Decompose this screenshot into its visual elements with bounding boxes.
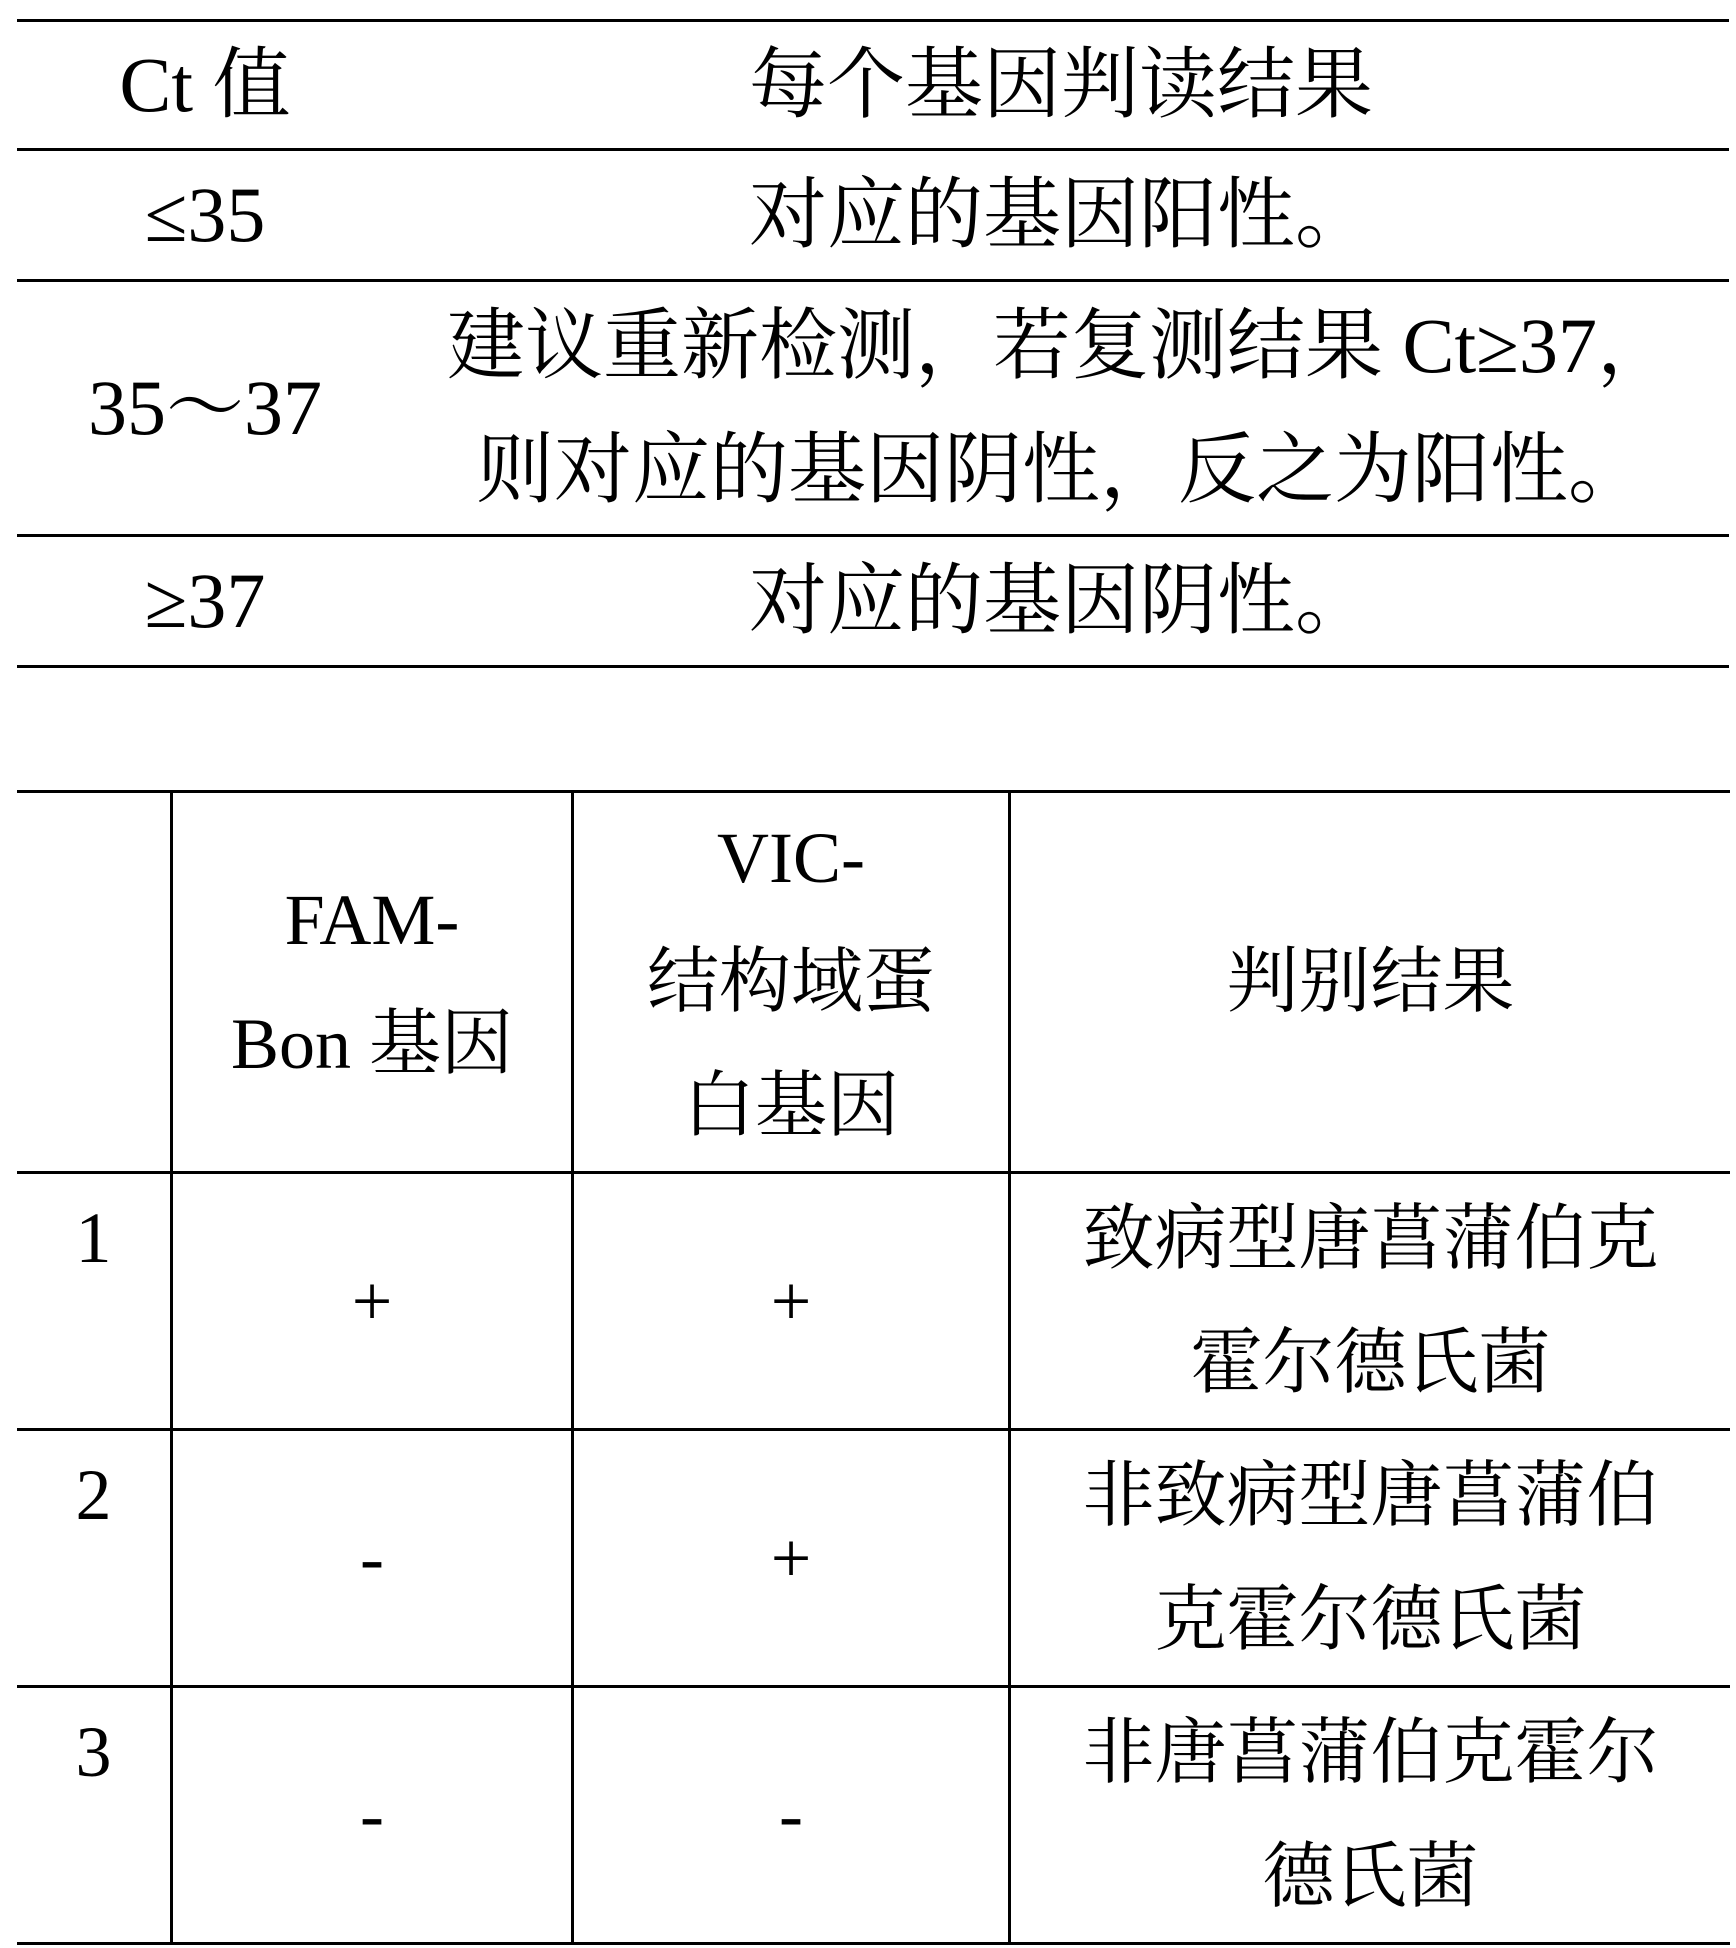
header-line: VIC- — [717, 818, 865, 898]
fam-cell: - — [172, 1430, 573, 1687]
row-index: 1 — [17, 1173, 172, 1430]
vic-cell: - — [573, 1687, 1010, 1944]
result-cell: 对应的基因阴性。 — [393, 536, 1729, 667]
row-index: 2 — [17, 1430, 172, 1687]
result-line: 霍尔德氏菌 — [1190, 1323, 1551, 1403]
table-row — [17, 1687, 1730, 1944]
header-result: 判别结果 — [1010, 792, 1731, 1173]
header-gene-result: 每个基因判读结果 — [748, 41, 1373, 128]
result-cell — [1010, 1430, 1731, 1687]
header-line: 结构域蛋 — [646, 942, 935, 1022]
ct-cell: 35～37 — [17, 281, 393, 536]
header-line: Bon 基因 — [230, 1004, 514, 1084]
table-header-row — [17, 21, 1729, 150]
header-line: 白基因 — [682, 1066, 899, 1146]
header-index — [17, 792, 172, 1173]
vic-cell: + — [573, 1173, 1010, 1430]
result-line: 则对应的基因阴性，反之为阳性。 — [475, 426, 1646, 513]
table-row — [17, 1430, 1730, 1687]
table-row — [17, 150, 1729, 281]
row-index: 3 — [17, 1687, 172, 1944]
ct-cell: ≥37 — [17, 536, 393, 667]
table-row — [17, 1173, 1730, 1430]
header-fam-gene — [172, 792, 573, 1173]
fam-cell: + — [172, 1173, 573, 1430]
ct-cell: ≤35 — [17, 150, 393, 281]
result-cell — [1010, 1687, 1731, 1944]
ct-interpretation-table — [17, 19, 1729, 668]
result-cell — [1010, 1173, 1731, 1430]
result-line: 非唐菖蒲伯克霍尔 — [1082, 1713, 1659, 1793]
result-line: 建议重新检测，若复测结果 Ct≥37， — [446, 302, 1675, 389]
header-vic-gene — [573, 792, 1010, 1173]
gene-discrimination-table — [17, 790, 1730, 1945]
fam-cell: - — [172, 1687, 573, 1944]
result-line: 德氏菌 — [1262, 1837, 1479, 1917]
result-line: 克霍尔德氏菌 — [1154, 1580, 1587, 1660]
result-cell: 对应的基因阳性。 — [393, 150, 1729, 281]
header-line: FAM- — [284, 880, 460, 960]
vic-cell: + — [573, 1430, 1010, 1687]
result-line: 非致病型唐菖蒲伯 — [1082, 1456, 1659, 1536]
header-ct-value: Ct 值 — [119, 41, 291, 128]
result-cell — [393, 281, 1729, 536]
result-line: 致病型唐菖蒲伯克 — [1082, 1199, 1659, 1279]
table-row — [17, 536, 1729, 667]
table-row — [17, 281, 1729, 536]
table-header-row — [17, 792, 1730, 1173]
